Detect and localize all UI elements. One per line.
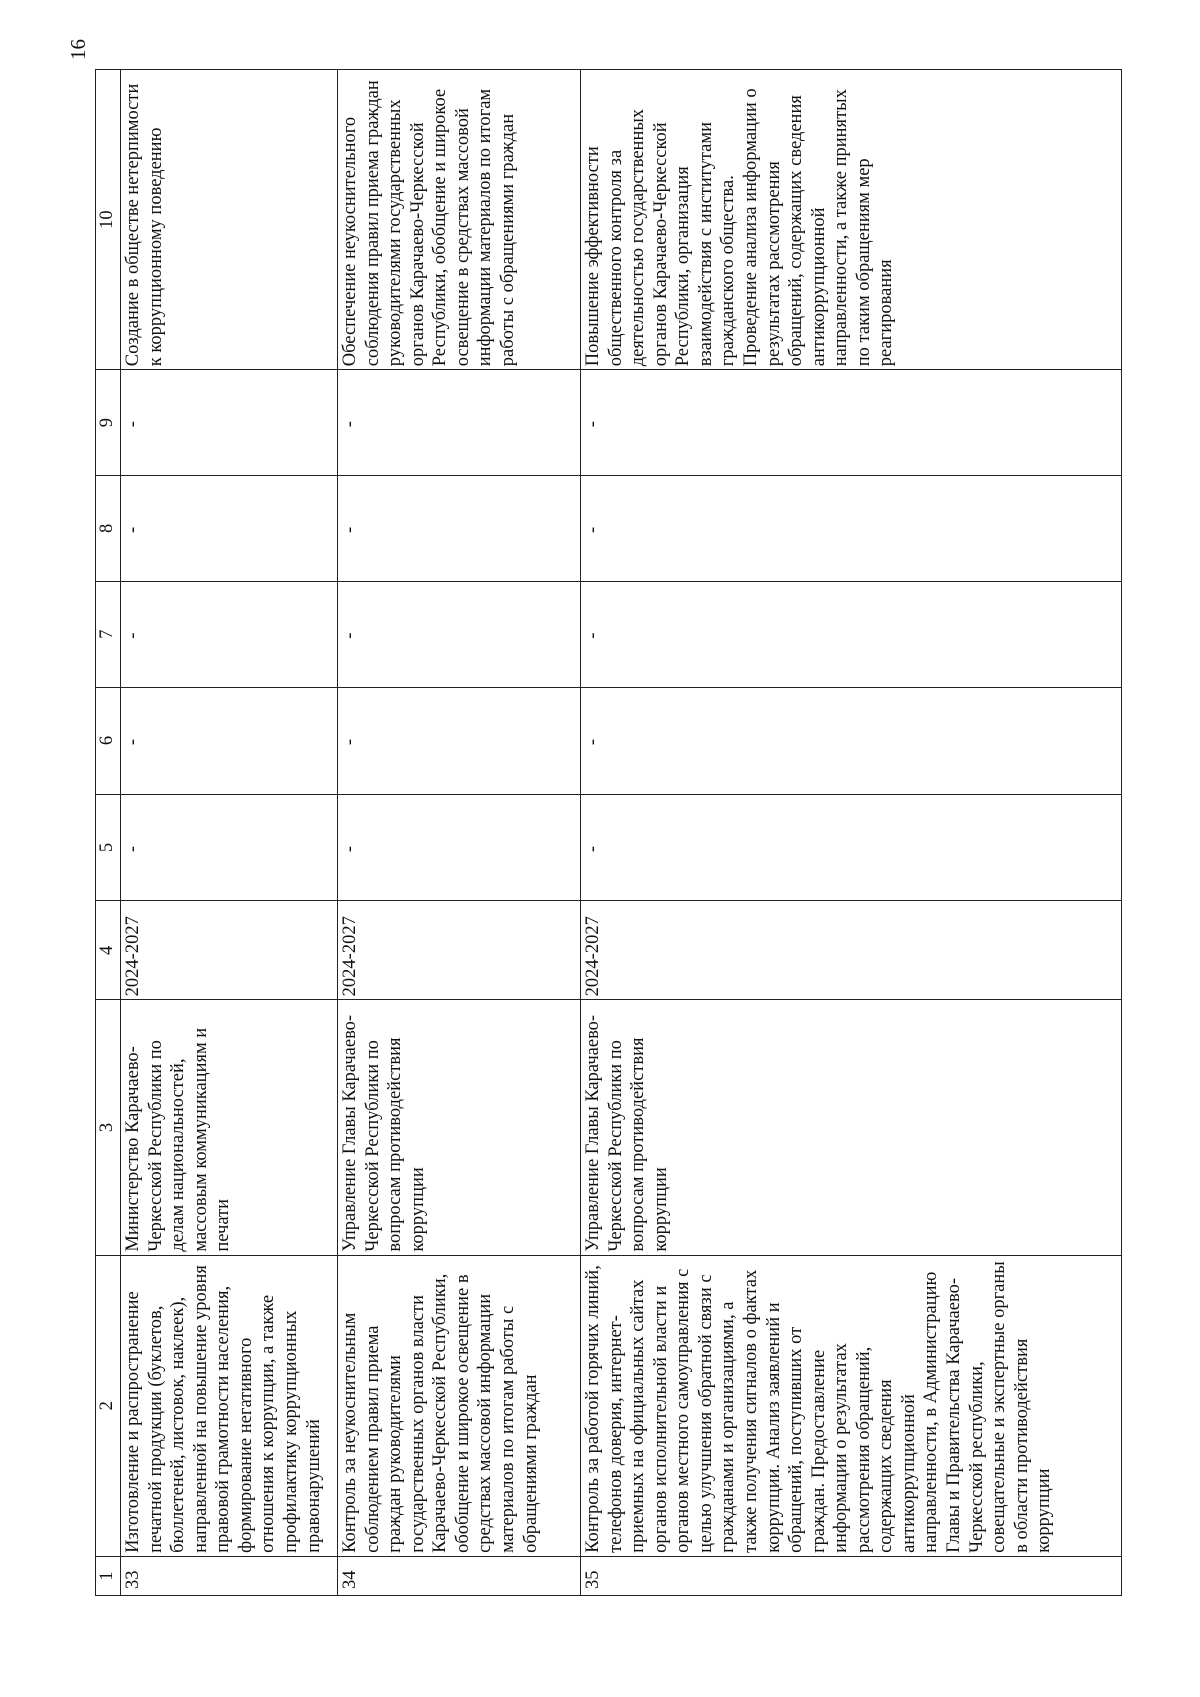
page-number: 16: [66, 39, 90, 60]
column-header: 2: [96, 1255, 121, 1556]
period-cell: 2024-2027: [581, 901, 1122, 1000]
result-cell: Создание в обществе нетерпимости к коррупционному поведению: [121, 70, 338, 370]
row-number: 34: [338, 1556, 581, 1595]
funding-cell: -: [121, 687, 338, 794]
measure-cell: Контроль за работой горячих линий, телефонов доверия, интернет-приемных на официальных сайтах органов исполнительной власти и органов местного самоуправления с целью улучшения обратной связи с гражданами и организациями, а также получения сигналов о фактах коррупции. Анализ заявлений и обращений, поступивших от граждан. Предоставление информации о результатах рассмотрения обращений, содержащих сведения антикоррупционной направленности, в Администрацию Главы и Правительства Карачаево-Черкесской республики, совещательные и экспертные органы в области противодействия коррупции: [581, 1255, 1122, 1556]
column-header: 8: [96, 476, 121, 582]
period-cell: 2024-2027: [338, 901, 581, 1000]
column-header: 1: [96, 1556, 121, 1595]
funding-cell: -: [338, 370, 581, 476]
funding-cell: -: [581, 794, 1122, 901]
funding-cell: -: [121, 581, 338, 687]
period-cell: 2024-2027: [121, 901, 338, 1000]
column-header: 7: [96, 581, 121, 687]
result-cell: Повышение эффективности общественного контроля за деятельностью государственных органов Карачаево-Черкесской Республики, организация взаимодействия с институтами гражданского общества. Проведение анализа информации о результатах рассмотрения обращений, содержащих сведения антикоррупционной направленности, а также принятых по таким обращениям мер реагирования: [581, 70, 1122, 370]
funding-cell: -: [338, 581, 581, 687]
result-cell: Обеспечение неукоснительного соблюдения правил приема граждан руководителями государственных органов Карачаево-Черкесской Республики, обобщение и широкое освещение в средствах массовой информации материалов по итогам работы с обращениями граждан: [338, 70, 581, 370]
table-row: [338, 70, 581, 1596]
document-sheet: [95, 69, 1115, 1596]
executor-cell: Управление Главы Карачаево-Черкесской Республики по вопросам противодействия коррупции: [581, 1000, 1122, 1255]
column-header: 6: [96, 687, 121, 794]
executor-cell: Управление Главы Карачаево-Черкесской Республики по вопросам противодействия коррупции: [338, 1000, 581, 1255]
measure-cell: Контроль за неукоснительным соблюдением правил приема граждан руководителями государственных органов власти Карачаево-Черкесской Республики, обобщение и широкое освещение в средствах массовой информации материалов по итогам работы с обращениями граждан: [338, 1255, 581, 1556]
column-number-row: [96, 70, 121, 1596]
row-number: 33: [121, 1556, 338, 1595]
column-header: 4: [96, 901, 121, 1000]
measure-cell: Изготовление и распространение печатной продукции (буклетов, бюллетеней, листовок, наклеек), направленной на повышение уровня правовой грамотности населения, формирование негативного отношения к коррупции, а также профилактику коррупционных правонарушений: [121, 1255, 338, 1556]
row-number: 35: [581, 1556, 1122, 1595]
column-header: 3: [96, 1000, 121, 1255]
funding-cell: -: [581, 476, 1122, 582]
funding-cell: -: [121, 370, 338, 476]
executor-cell: Министерство Карачаево-Черкесской Республики по делам национальностей, массовым коммуникациям и печати: [121, 1000, 338, 1255]
funding-cell: -: [581, 687, 1122, 794]
funding-cell: -: [581, 370, 1122, 476]
column-header: 10: [96, 70, 121, 370]
funding-cell: -: [121, 794, 338, 901]
funding-cell: -: [121, 476, 338, 582]
table-row: [581, 70, 1122, 1596]
column-header: 9: [96, 370, 121, 476]
funding-cell: -: [338, 687, 581, 794]
table-row: [121, 70, 338, 1596]
funding-cell: -: [581, 581, 1122, 687]
funding-cell: -: [338, 794, 581, 901]
measures-table: [95, 69, 1122, 1596]
funding-cell: -: [338, 476, 581, 582]
column-header: 5: [96, 794, 121, 901]
